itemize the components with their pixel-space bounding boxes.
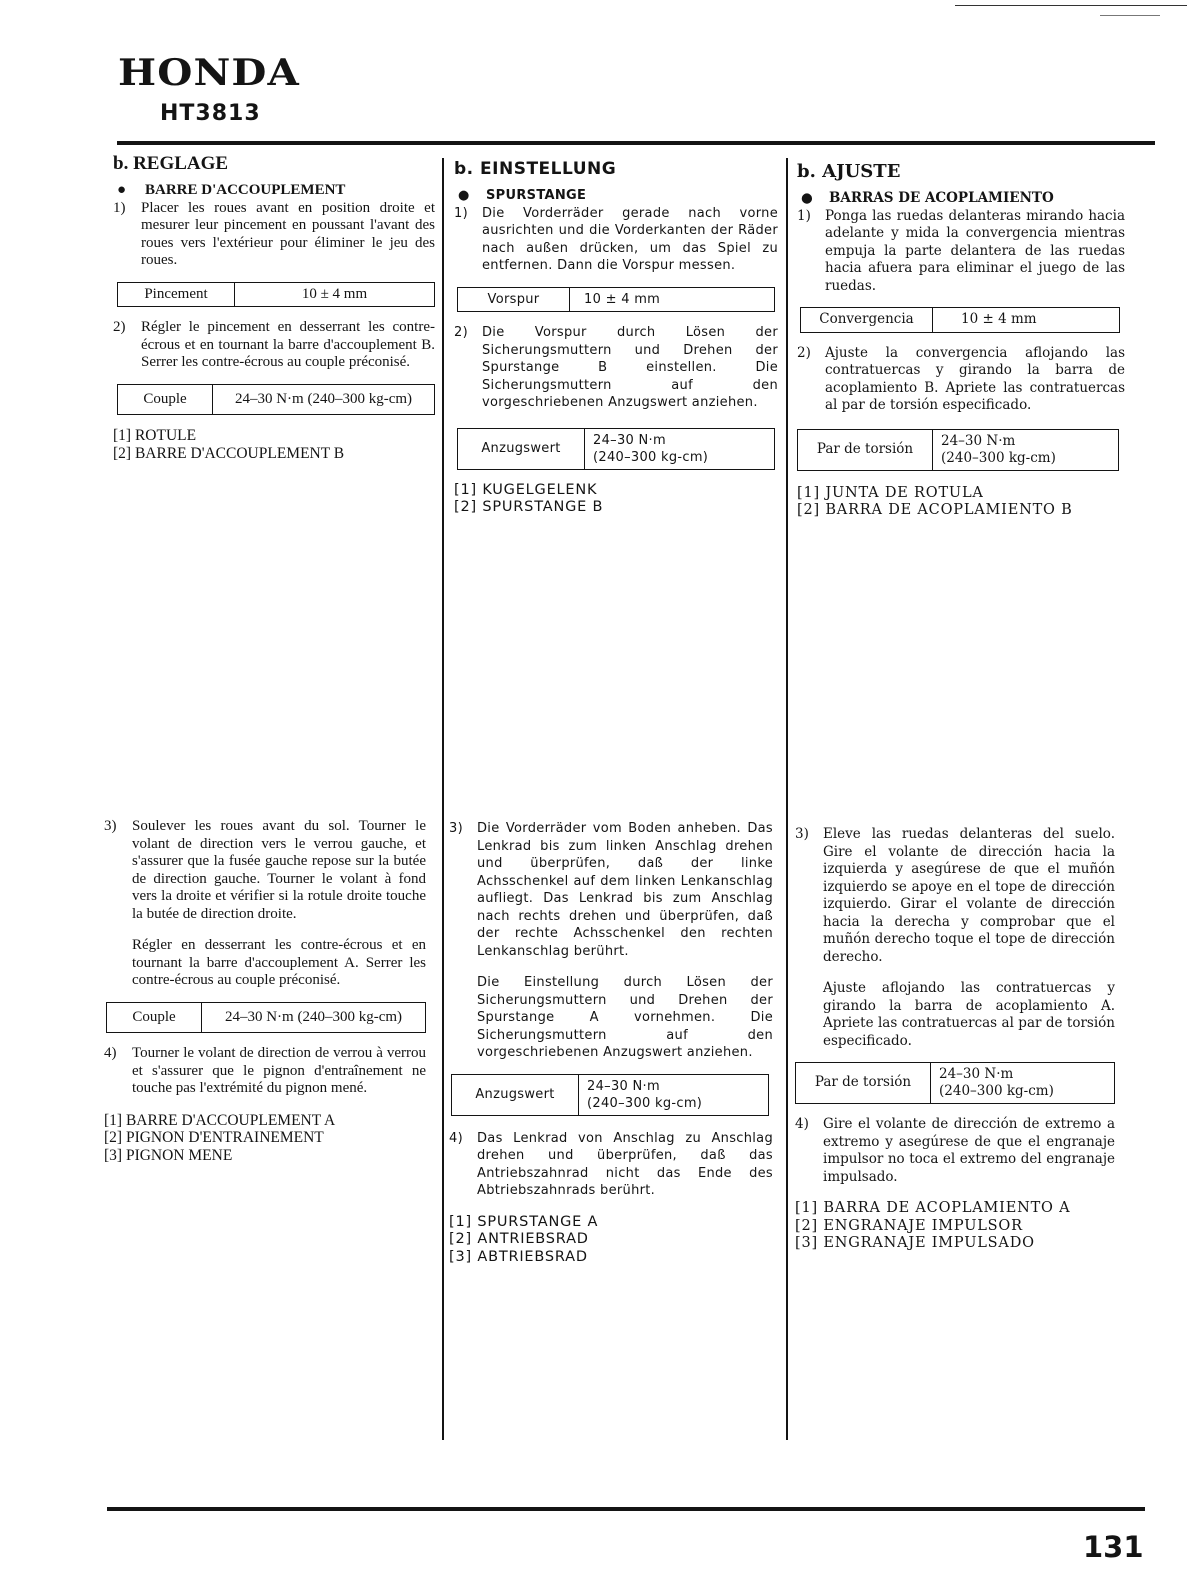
spec-value: 24–30 N·m (240–300 kg-cm)	[933, 429, 1119, 470]
spec-value: 24–30 N·m (240–300 kg-cm)	[585, 428, 775, 469]
legend-item: [2] ANTRIEBSRAD	[449, 1231, 589, 1247]
legend-item: [3] PIGNON MENE	[104, 1146, 233, 1164]
spec-label: Anzugswert	[458, 428, 585, 469]
spec-label: Pincement	[118, 282, 235, 307]
footer-rule	[107, 1507, 1145, 1511]
step-1: 1) Die Vorderräder gerade nach vorne ausrichten und die Vorderkanten der Räder nach außen drücken, um das Spiel zu entfernen. Dann die Vorspur messen.	[454, 205, 778, 273]
spec-label: Couple	[107, 1002, 202, 1033]
german-column-bottom	[449, 820, 773, 1266]
legend-item: [1] JUNTA DE ROTULA	[797, 484, 984, 501]
spec-label: Par de torsión	[798, 429, 933, 470]
step-3: 3) Eleve las ruedas delanteras del suelo. Gire el volante de dirección hacia la izquierda y asegúrese de que el muñón izquierdo se apoye en el tope de dirección izquierdo. Girar el volante de dirección hacia la derecha y comprobar que el muñón derecho toque el tope de dirección derecho.	[795, 826, 1115, 965]
step-3: 3) Die Vorderräder vom Boden anheben. Das Lenkrad bis zum linken Anschlag drehen und überprüfen, daß der linke Achsschenkel auf dem linken Lenkanschlag aufliegt. Das Lenkrad bis zum Anschlag nach rechts drehen und überprüfen, daß der rechte Achsschenkel den rechten Lenkanschlag berührt.	[449, 821, 773, 959]
legend-item: [2] BARRE D'ACCOUPLEMENT B	[113, 444, 345, 462]
page-number: 131	[1083, 1530, 1144, 1564]
step-1: 1) Ponga las ruedas delanteras mirando hacia adelante y mida la convergencia mientras empuja la parte delantera de las ruedas hacia afuera para eliminar el juego de las ruedas.	[797, 207, 1125, 294]
spec-value: 24–30 N·m (240–300 kg-cm)	[579, 1074, 769, 1115]
top-edge-line-short	[1100, 15, 1160, 16]
legend-item: [1] ROTULE	[113, 427, 197, 444]
spec-value: 24–30 N·m (240–300 kg-cm)	[213, 384, 435, 415]
german-column-top	[454, 157, 778, 517]
spec-value: 24–30 N·m (240–300 kg-cm)	[202, 1002, 426, 1033]
step-2: 2) Die Vorspur durch Lösen der Sicherungsmuttern und Drehen der Spurstange B einstellen. Die Sicherungsmuttern auf den vorgeschriebenen Anzugswert anziehen.	[454, 325, 778, 410]
legend-1	[454, 482, 778, 517]
spec-table-anzugswert	[457, 428, 775, 470]
bullet-heading: ● SPURSTANGE	[458, 188, 587, 203]
spec-label: Anzugswert	[452, 1074, 579, 1115]
spec-table-vorspur	[457, 287, 775, 313]
legend-item: [1] KUGELGELENK	[454, 481, 598, 498]
step-4: 4) Gire el volante de dirección de extremo a extremo y asegúrese de que el engranaje impulsor no toca el extremo del engranaje impulsado.	[795, 1116, 1115, 1185]
spec-table-convergencia	[800, 307, 1120, 333]
spec-label: Vorspur	[458, 287, 570, 312]
section-title: b. AJUSTE	[797, 161, 901, 182]
step-2: 2) Régler le pincement en desserrant les contre-écrous et en tournant la barre d'accouplement B. Serrer les contre-écrous au couple préconisé.	[113, 319, 435, 370]
header-rule	[117, 141, 1155, 145]
spec-table-pincement	[117, 282, 435, 308]
brand-logo: HONDA	[118, 52, 300, 94]
spec-table-anzugswert-2	[451, 1074, 769, 1116]
spec-value: 24–30 N·m (240–300 kg-cm)	[931, 1063, 1115, 1104]
step-3-continued: Ajuste aflojando las contratuercas y girando la barra de acoplamiento A. Apriete las contratuercas al par de torsión especificado.	[823, 980, 1115, 1049]
french-column-top	[113, 152, 435, 462]
spec-table-par-de-torsion	[797, 429, 1119, 471]
section-title: b. EINSTELLUNG	[454, 159, 617, 179]
legend-2	[795, 1200, 1115, 1253]
spec-label: Couple	[118, 384, 213, 415]
column-divider-2	[786, 158, 788, 1440]
spanish-column-bottom	[795, 826, 1115, 1253]
bullet-heading: ● BARRAS DE ACOPLAMIENTO	[801, 190, 1054, 206]
legend-item: [1] BARRA DE ACOPLAMIENTO A	[795, 1200, 1071, 1216]
step-3-continued: Die Einstellung durch Lösen der Sicherungsmuttern und Drehen der Spurstange A vornehmen. Die Sicherungsmuttern auf den vorgeschriebenen Anzugswert anziehen.	[477, 975, 773, 1060]
legend-2	[104, 1112, 426, 1165]
legend-item: [2] ENGRANAJE IMPULSOR	[795, 1217, 1023, 1234]
legend-1	[797, 485, 1125, 520]
step-3-continued: Régler en desserrant les contre-écrous et en tournant la barre d'accouplement A. Serrer les contre-écrous au couple préconisé.	[132, 937, 426, 988]
legend-item: [3] ABTRIEBSRAD	[449, 1248, 588, 1265]
spec-label: Convergencia	[801, 308, 933, 333]
spec-table-par-de-torsion-2	[795, 1062, 1115, 1104]
model-number: HT3813	[160, 101, 261, 126]
spanish-column-top	[797, 160, 1125, 520]
french-column-bottom	[104, 818, 426, 1164]
spec-label: Par de torsión	[796, 1063, 931, 1104]
legend-item: [2] PIGNON D'ENTRAINEMENT	[104, 1129, 324, 1146]
spec-value: 10 ± 4 mm	[570, 287, 775, 312]
step-2: 2) Ajuste la convergencia aflojando las contratuercas y girando la barra de acoplamiento B. Apriete las contratuercas al par de torsión especificado.	[797, 344, 1125, 413]
legend-1	[113, 427, 435, 462]
step-4: 4) Tourner le volant de direction de verrou à verrou et s'assurer que le pignon d'entraînement ne touche pas l'extrémité du pignon mené.	[104, 1045, 426, 1096]
legend-item: [1] BARRE D'ACCOUPLEMENT A	[104, 1111, 336, 1129]
legend-item: [2] SPURSTANGE B	[454, 499, 604, 515]
section-title: b. REGLAGE	[113, 153, 229, 174]
step-3: 3) Soulever les roues avant du sol. Tourner le volant de direction vers le verrou gauche, et s'assurer que la fusée gauche repose sur la butée de direction gauche. Tourner le volant à fond vers la droite et vérifier si la rotule droite touche la butée de direction droite.	[104, 818, 426, 922]
spec-table-couple	[117, 384, 435, 416]
legend-item: [2] BARRA DE ACOPLAMIENTO B	[797, 502, 1073, 518]
spec-table-couple-2	[106, 1002, 426, 1034]
step-4: 4) Das Lenkrad von Anschlag zu Anschlag drehen und überprüfen, daß das Antriebszahnrad nicht das Ende des Abtriebszahnrads berührt.	[449, 1130, 773, 1198]
step-1: 1) Placer les roues avant en position droite et mesurer leur pincement en poussant l'avant des roues vers l'extérieur pour éliminer le jeu des roues.	[113, 199, 435, 268]
top-edge-line	[955, 5, 1187, 6]
spec-value: 10 ± 4 mm	[235, 282, 435, 307]
bullet-heading: ● BARRE D'ACCOUPLEMENT	[117, 182, 346, 198]
column-divider-1	[442, 158, 444, 1440]
legend-2	[449, 1214, 773, 1267]
legend-item: [3] ENGRANAJE IMPULSADO	[795, 1235, 1035, 1251]
spec-value: 10 ± 4 mm	[933, 308, 1120, 333]
legend-item: [1] SPURSTANGE A	[449, 1213, 599, 1230]
